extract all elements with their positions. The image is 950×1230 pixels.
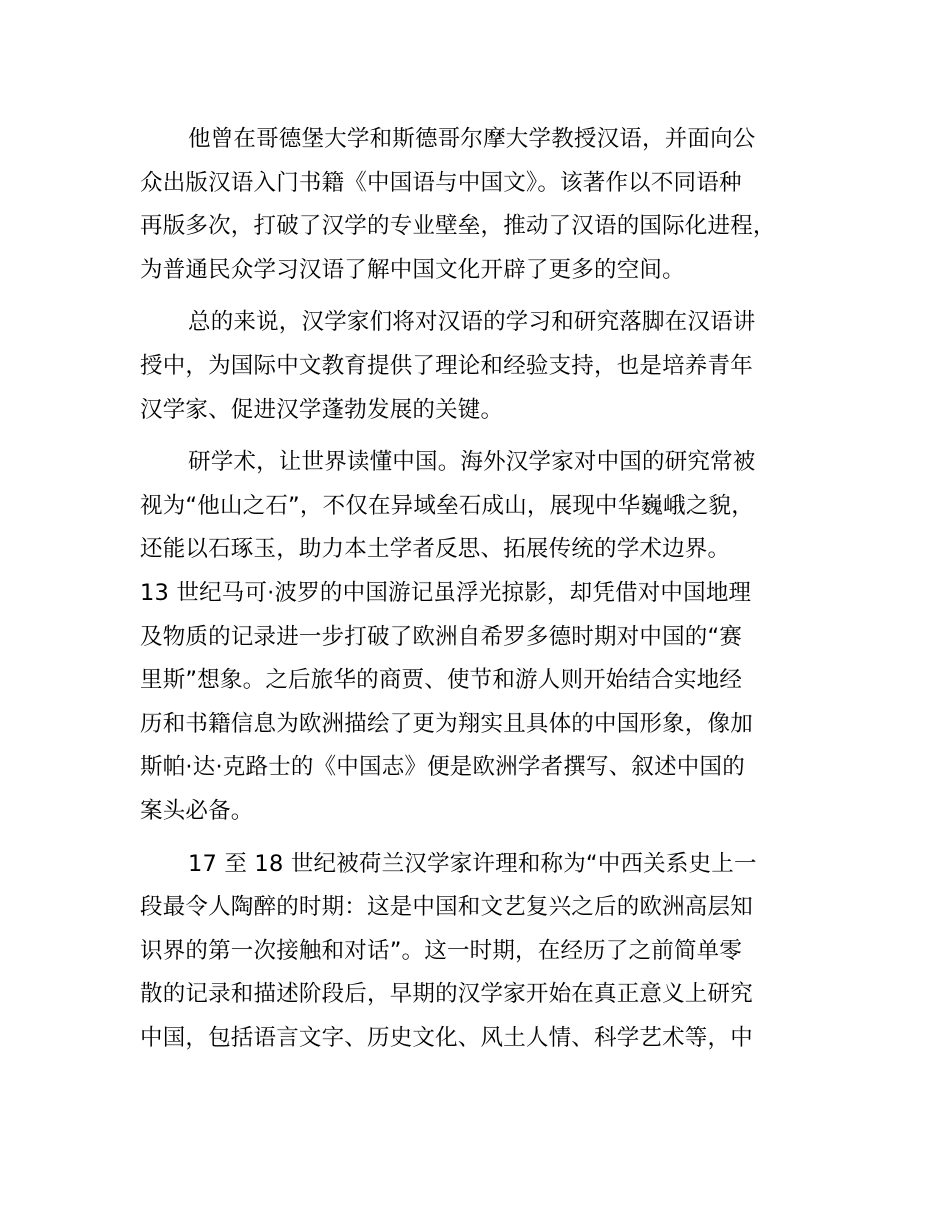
text-line: 识界的第一次接触和对话”。这一时期，在经历了之前简单零 — [140, 937, 743, 964]
text-line: 斯帕·达·克路士的《中国志》便是欧洲学者撰写、叙述中国的 — [140, 754, 745, 781]
text-line: 13 世纪马可·波罗的中国游记虽浮光掠影，却凭借对中国地理 — [140, 579, 752, 606]
text-line: 还能以石琢玉，助力本土学者反思、拓展传统的学术边界。 — [140, 536, 731, 563]
paragraph — [140, 843, 840, 1061]
paragraph — [140, 441, 840, 833]
text-line: 案头必备。 — [140, 797, 254, 824]
text-line: 中国，包括语言文字、历史文化、风土人情、科学艺术等，中 — [140, 1024, 753, 1051]
text-line: 视为“他山之石”，不仅在异域垒石成山，展现中华巍峨之貌， — [140, 492, 754, 519]
text-line: 段最令人陶醉的时期：这是中国和文艺复兴之后的欧洲高层知 — [140, 894, 753, 921]
paragraph — [140, 301, 840, 432]
text-line: 历和书籍信息为欧洲描绘了更为翔实且具体的中国形象，像加 — [140, 710, 753, 737]
text-line: 再版多次，打破了汉学的专业壁垒，推动了汉语的国际化进程， — [140, 213, 776, 240]
text-line: 里斯”想象。之后旅华的商贾、使节和游人则开始结合实地经 — [140, 667, 743, 694]
text-line: 众出版汉语入门书籍《中国语与中国文》。该著作以不同语种 — [140, 169, 742, 196]
text-line: 及物质的记录进一步打破了欧洲自希罗多德时期对中国的“赛 — [140, 623, 743, 650]
text-line: 他曾在哥德堡大学和斯德哥尔摩大学教授汉语，并面向公 — [188, 126, 756, 152]
text-line: 汉学家、促进汉学蓬勃发展的关键。 — [140, 396, 504, 423]
document-body — [140, 118, 840, 1060]
text-line: 为普通民众学习汉语了解中国文化开辟了更多的空间。 — [140, 256, 685, 283]
paragraph — [140, 118, 840, 292]
text-line: 散的记录和描述阶段后，早期的汉学家开始在真正意义上研究 — [140, 981, 753, 1008]
text-line: 总的来说，汉学家们将对汉语的学习和研究落脚在汉语讲 — [188, 309, 756, 336]
text-line: 授中，为国际中文教育提供了理论和经验支持，也是培养青年 — [140, 352, 753, 379]
text-line: 研学术，让世界读懂中国。海外汉学家对中国的研究常被 — [188, 449, 756, 476]
text-line: 17 至 18 世纪被荷兰汉学家许理和称为“中西关系史上一 — [188, 850, 757, 877]
